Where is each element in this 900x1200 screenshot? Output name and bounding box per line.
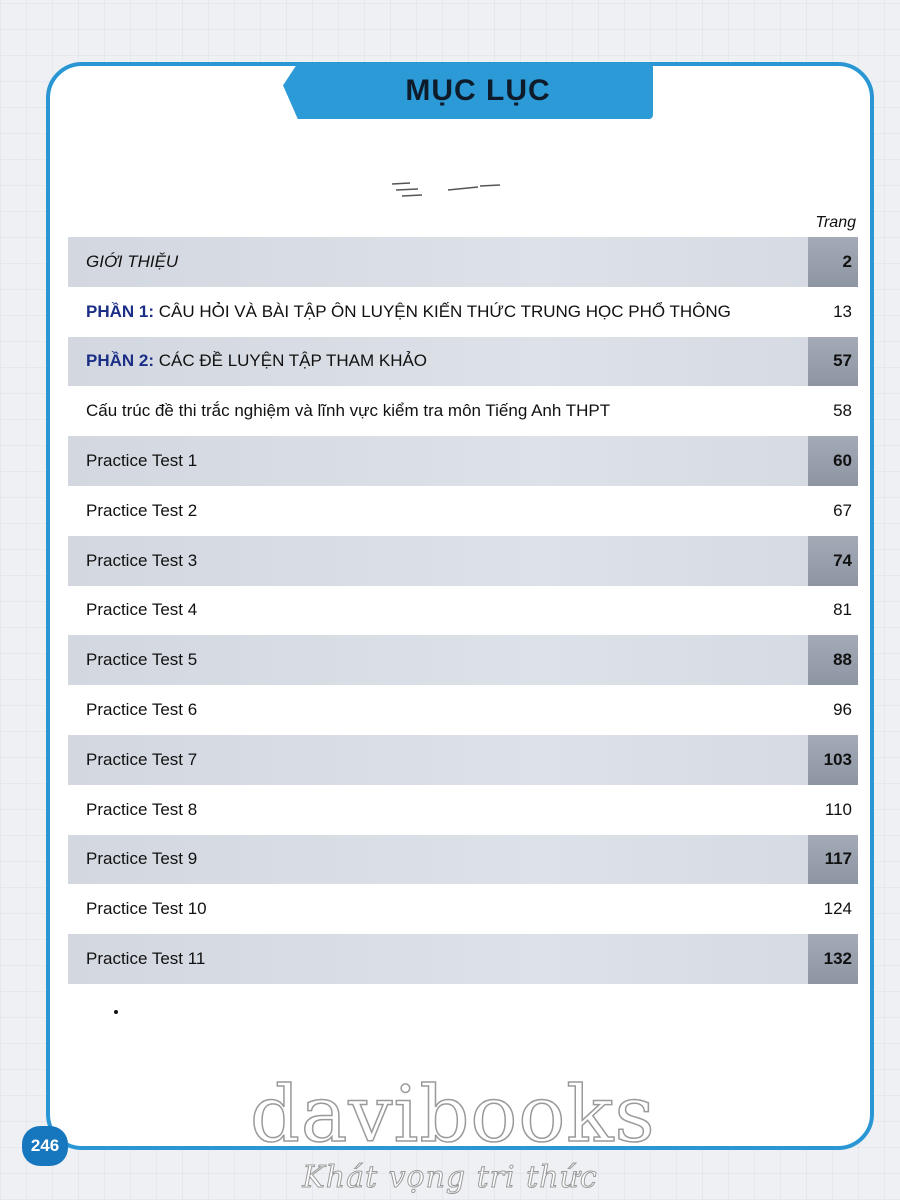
toc-entry-text: CÁC ĐỀ LUYỆN TẬP THAM KHẢO: [154, 351, 428, 371]
toc-entry-label: [68, 302, 731, 322]
table-of-contents: [68, 237, 858, 984]
toc-part-prefix: PHẦN 1:: [86, 301, 155, 321]
toc-row: [68, 635, 858, 685]
toc-entry-label: [68, 451, 197, 471]
toc-entry-text: Practice Test 9: [86, 849, 198, 869]
toc-entry-label: [68, 800, 197, 820]
watermark-tagline: Khát vọng tri thức: [302, 1160, 598, 1195]
toc-row: [68, 536, 858, 586]
toc-page-number: 110: [824, 799, 852, 819]
toc-entry-text: Practice Test 1: [86, 451, 198, 471]
toc-page-number: 67: [833, 500, 852, 520]
toc-page-number: 57: [808, 337, 858, 387]
toc-entry-text: Practice Test 3: [86, 550, 198, 570]
toc-part-prefix: PHẦN 2:: [86, 351, 155, 371]
toc-row: [68, 287, 858, 337]
toc-entry-text: Practice Test 6: [86, 700, 198, 720]
toc-entry-label: [68, 351, 427, 371]
toc-row: [68, 934, 858, 984]
page-column-header: Trang: [815, 214, 856, 231]
toc-row: [68, 586, 858, 636]
toc-row: [68, 386, 858, 436]
toc-page-number: 13: [833, 301, 852, 321]
toc-row: [68, 237, 858, 287]
bullet-dot: [114, 1010, 118, 1014]
toc-page-number: 96: [833, 700, 852, 720]
toc-row: [68, 486, 858, 536]
toc-row: [68, 884, 858, 934]
toc-row: [68, 835, 858, 885]
toc-entry-label: [68, 949, 205, 969]
toc-entry-label: [68, 650, 197, 670]
toc-page-number: 58: [833, 401, 852, 421]
toc-entry-text: Practice Test 5: [86, 650, 198, 670]
toc-page-number: 117: [808, 835, 858, 885]
toc-row: [68, 685, 858, 735]
toc-entry-label: [68, 551, 197, 571]
toc-page-number: 81: [833, 600, 852, 620]
toc-entry-label: [68, 501, 197, 521]
toc-entry-label: [68, 600, 197, 620]
toc-entry-text: Practice Test 10: [86, 899, 207, 919]
toc-entry-text: Practice Test 11: [86, 949, 206, 969]
toc-page-number: 124: [823, 899, 852, 919]
page-number: 246: [22, 1126, 68, 1166]
watermark-brand: davibooks: [250, 1070, 656, 1160]
toc-page-number: 74: [808, 536, 858, 586]
page-title: MỤC LỤC: [405, 74, 551, 107]
toc-entry-label: [68, 899, 207, 919]
toc-page-number: 60: [808, 436, 858, 486]
toc-page-number: 132: [808, 934, 858, 984]
toc-entry-text: Practice Test 7: [86, 749, 198, 769]
toc-entry-text: Cấu trúc đề thi trắc nghiệm và lĩnh vực kiểm tra môn Tiếng Anh THPT: [86, 401, 611, 421]
toc-entry-label: [68, 750, 197, 770]
toc-entry-label: [68, 700, 197, 720]
toc-entry-label: [68, 849, 197, 869]
toc-page-number: 88: [808, 635, 858, 685]
toc-row: [68, 436, 858, 486]
toc-page-number: 103: [808, 735, 858, 785]
toc-entry-text: GIỚI THIỆU: [86, 251, 179, 271]
scribble-mark: [388, 178, 508, 202]
toc-page-number: 2: [808, 237, 858, 287]
toc-row: [68, 785, 858, 835]
toc-entry-label: [68, 252, 178, 272]
toc-entry-text: CÂU HỎI VÀ BÀI TẬP ÔN LUYỆN KIẾN THỨC TRUNG HỌC PHỔ THÔNG: [154, 301, 731, 321]
toc-entry-text: Practice Test 8: [86, 799, 198, 819]
toc-entry-text: Practice Test 2: [86, 500, 198, 520]
toc-row: [68, 337, 858, 387]
toc-row: [68, 735, 858, 785]
toc-entry-label: [68, 401, 610, 421]
toc-entry-text: Practice Test 4: [86, 600, 198, 620]
